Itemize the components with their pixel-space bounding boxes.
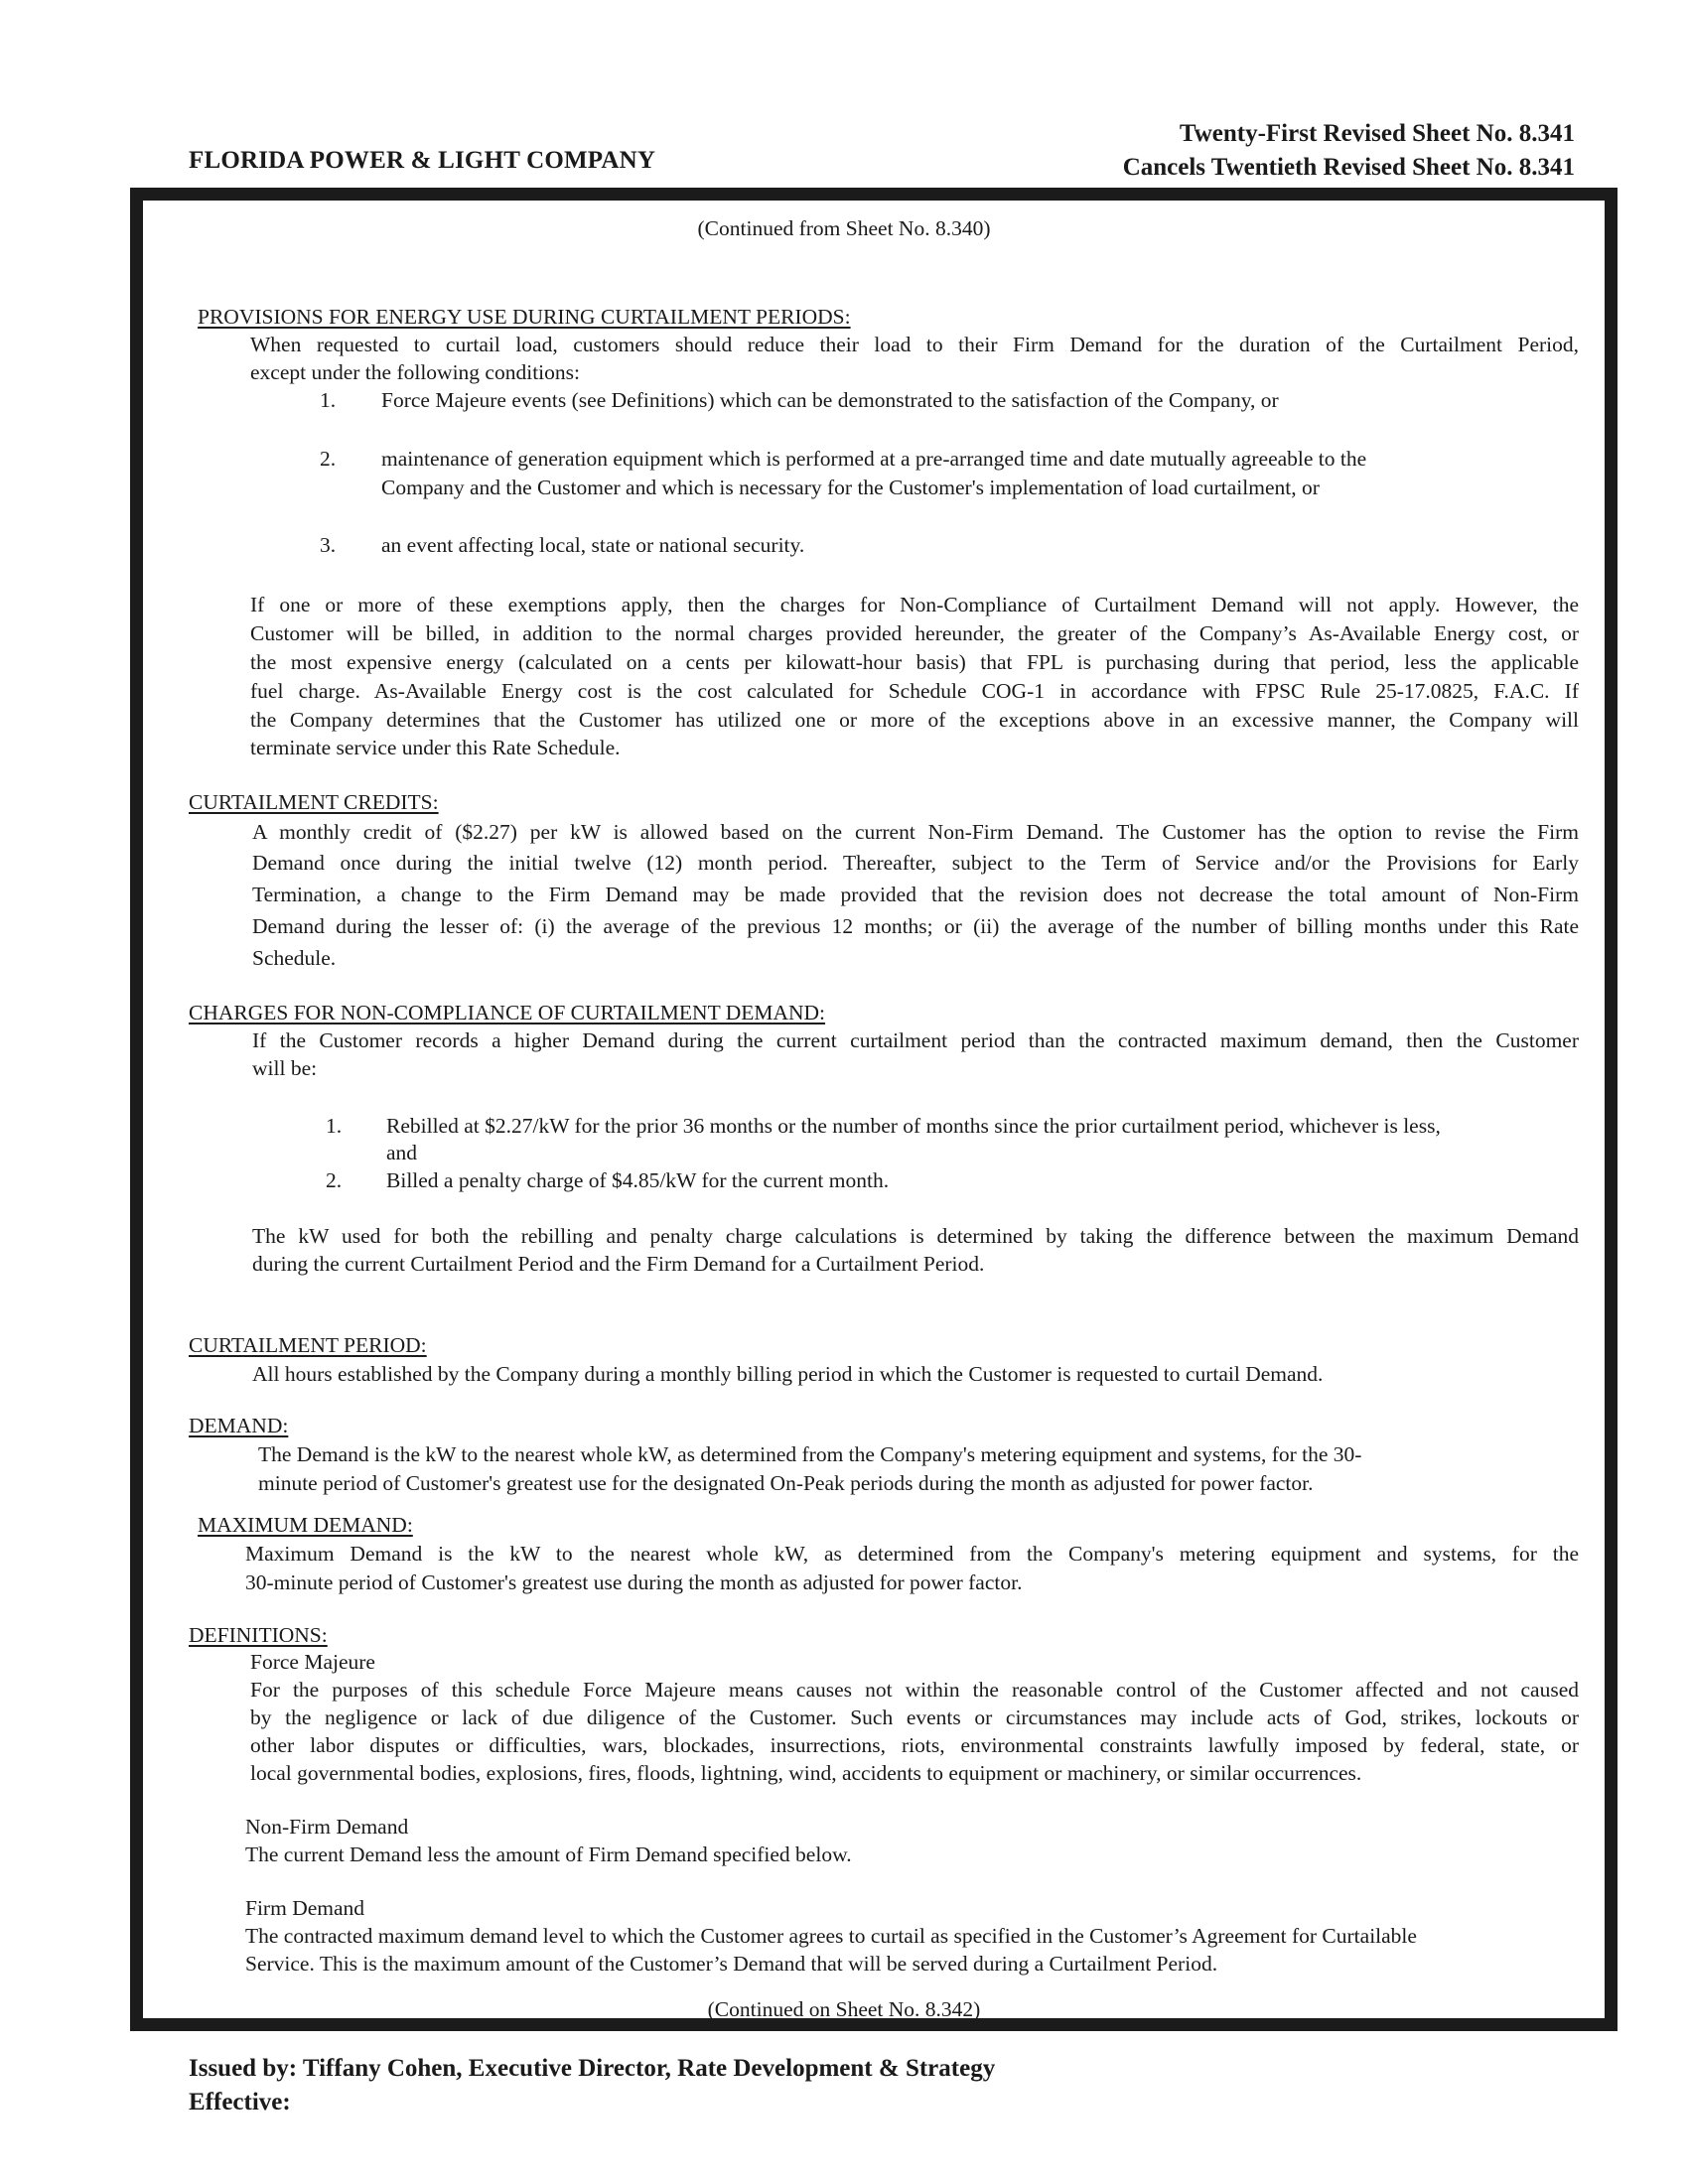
noncompliance-intro-line: will be: — [252, 1056, 318, 1080]
definition-line: other labor disputes or difficulties, wars, blockades, insurrections, riots, environmental constraints lawfully imposed by federal, state, or — [250, 1733, 1579, 1757]
noncompliance-intro-line: If the Customer records a higher Demand during the current curtailment period than the contracted maximum demand, then the Customer — [252, 1028, 1579, 1052]
provisions-intro-line: except under the following conditions: — [250, 360, 580, 384]
noncompliance-closing-line: during the current Curtailment Period and the Firm Demand for a Curtailment Period. — [252, 1252, 985, 1276]
provisions-heading: PROVISIONS FOR ENERGY USE DURING CURTAILMENT PERIODS: — [198, 305, 851, 329]
definition-line: by the negligence or lack of due diligence of the Customer. Such events or circumstances may include acts of God, strikes, lockouts or — [250, 1706, 1579, 1729]
issued-by: Issued by: Tiffany Cohen, Executive Director, Rate Development & Strategy — [189, 2055, 996, 2082]
period-heading: CURTAILMENT PERIOD: — [189, 1333, 427, 1357]
sheet-info — [1123, 117, 1575, 185]
definition-line: The current Demand less the amount of Firm Demand specified below. — [245, 1843, 852, 1866]
effective-date: Effective: — [189, 2089, 291, 2116]
provision-item-number: 3. — [320, 533, 337, 557]
noncompliance-heading: CHARGES FOR NON-COMPLIANCE OF CURTAILMENT DEMAND: — [189, 1001, 826, 1024]
continued-from: (Continued from Sheet No. 8.340) — [697, 216, 991, 240]
company-name: FLORIDA POWER & LIGHT COMPANY — [189, 147, 656, 174]
sheet-number: Twenty-First Revised Sheet No. 8.341 — [1179, 120, 1575, 147]
credits-line: A monthly credit of ($2.27) per kW is allowed based on the current Non-Firm Demand. The Customer has the option to revise the Firm — [252, 820, 1579, 844]
charge-item-number: 1. — [326, 1114, 343, 1138]
definition-title: Force Majeure — [250, 1650, 375, 1674]
definition-title: Non-Firm Demand — [245, 1815, 409, 1839]
exemption-line: If one or more of these exemptions apply, then the charges for Non-Compliance of Curtailment Demand will not apply. However, the — [250, 593, 1579, 616]
definition-line: For the purposes of this schedule Force Majeure means causes not within the reasonable control of the Customer affected and not caused — [250, 1678, 1579, 1702]
credits-line: Termination, a change to the Firm Demand may be made provided that the revision does not decrease the total amount of Non-Firm — [252, 883, 1579, 906]
continued-on: (Continued on Sheet No. 8.342) — [707, 1997, 981, 2021]
noncompliance-closing-line: The kW used for both the rebilling and penalty charge calculations is determined by taking the difference between the maximum Demand — [252, 1224, 1579, 1248]
charge-item-number: 2. — [326, 1168, 343, 1192]
provision-item-number: 1. — [320, 388, 337, 412]
definitions-heading: DEFINITIONS: — [189, 1623, 328, 1647]
maxdemand-line: Maximum Demand is the kW to the nearest whole kW, as determined from the Company's metering equipment and systems, for the — [245, 1542, 1579, 1566]
charge-item-text: Billed a penalty charge of $4.85/kW for the current month. — [386, 1168, 890, 1192]
provision-item-text: an event affecting local, state or national security. — [381, 533, 805, 557]
provision-item-text: Company and the Customer and which is necessary for the Customer's implementation of load curtailment, or — [381, 476, 1320, 499]
definition-line: The contracted maximum demand level to which the Customer agrees to curtail as specified in the Customer’s Agreement for Curtailable — [245, 1924, 1417, 1948]
definition-title: Firm Demand — [245, 1896, 365, 1920]
credits-line: Schedule. — [252, 946, 337, 970]
charge-item-text: Rebilled at $2.27/kW for the prior 36 months or the number of months since the prior curtailment period, whichever is less, — [386, 1114, 1441, 1138]
credits-heading: CURTAILMENT CREDITS: — [189, 790, 439, 814]
demand-heading: DEMAND: — [189, 1414, 289, 1437]
demand-line: The Demand is the kW to the nearest whole kW, as determined from the Company's metering equipment and systems, for the 30- — [258, 1442, 1362, 1466]
exemption-line: terminate service under this Rate Schedule. — [250, 736, 621, 759]
definition-line: local governmental bodies, explosions, fires, floods, lightning, wind, accidents to equipment or machinery, or similar occurrences. — [250, 1761, 1362, 1785]
demand-line: minute period of Customer's greatest use for the designated On-Peak periods during the month as adjusted for power factor. — [258, 1471, 1314, 1495]
credits-line: Demand during the lesser of: (i) the average of the previous 12 months; or (ii) the average of the number of billing months under this Rate — [252, 914, 1579, 938]
exemption-line: fuel charge. As-Available Energy cost is the cost calculated for Schedule COG-1 in accordance with FPSC Rule 25-17.0825, F.A.C. If — [250, 679, 1579, 703]
period-line: All hours established by the Company during a monthly billing period in which the Customer is requested to curtail Demand. — [252, 1362, 1324, 1386]
definition-line: Service. This is the maximum amount of the Customer’s Demand that will be served during a Curtailment Period. — [245, 1952, 1218, 1976]
credits-line: Demand once during the initial twelve (12) month period. Thereafter, subject to the Term of Service and/or the Provisions for Early — [252, 851, 1579, 875]
exemption-line: the most expensive energy (calculated on a cents per kilowatt-hour basis) that FPL is purchasing during that period, less the applicable — [250, 650, 1579, 674]
provision-item-text: maintenance of generation equipment which is performed at a pre-arranged time and date mutually agreeable to the — [381, 447, 1367, 471]
exemption-line: the Company determines that the Customer has utilized one or more of the exceptions above in an excessive manner, the Company will — [250, 708, 1579, 732]
maxdemand-line: 30-minute period of Customer's greatest use during the month as adjusted for power factor. — [245, 1570, 1023, 1594]
provision-item-number: 2. — [320, 447, 337, 471]
charge-item-text: and — [386, 1141, 418, 1164]
exemption-line: Customer will be billed, in addition to the normal charges provided hereunder, the greater of the Company’s As-Available Energy cost, or — [250, 621, 1579, 645]
cancels-sheet: Cancels Twentieth Revised Sheet No. 8.341 — [1122, 154, 1575, 181]
maxdemand-heading: MAXIMUM DEMAND: — [198, 1513, 413, 1537]
provisions-intro-line: When requested to curtail load, customers should reduce their load to their Firm Demand for the duration of the Curtailment Period, — [250, 333, 1579, 356]
provision-item-text: Force Majeure events (see Definitions) which can be demonstrated to the satisfaction of the Company, or — [381, 388, 1279, 412]
